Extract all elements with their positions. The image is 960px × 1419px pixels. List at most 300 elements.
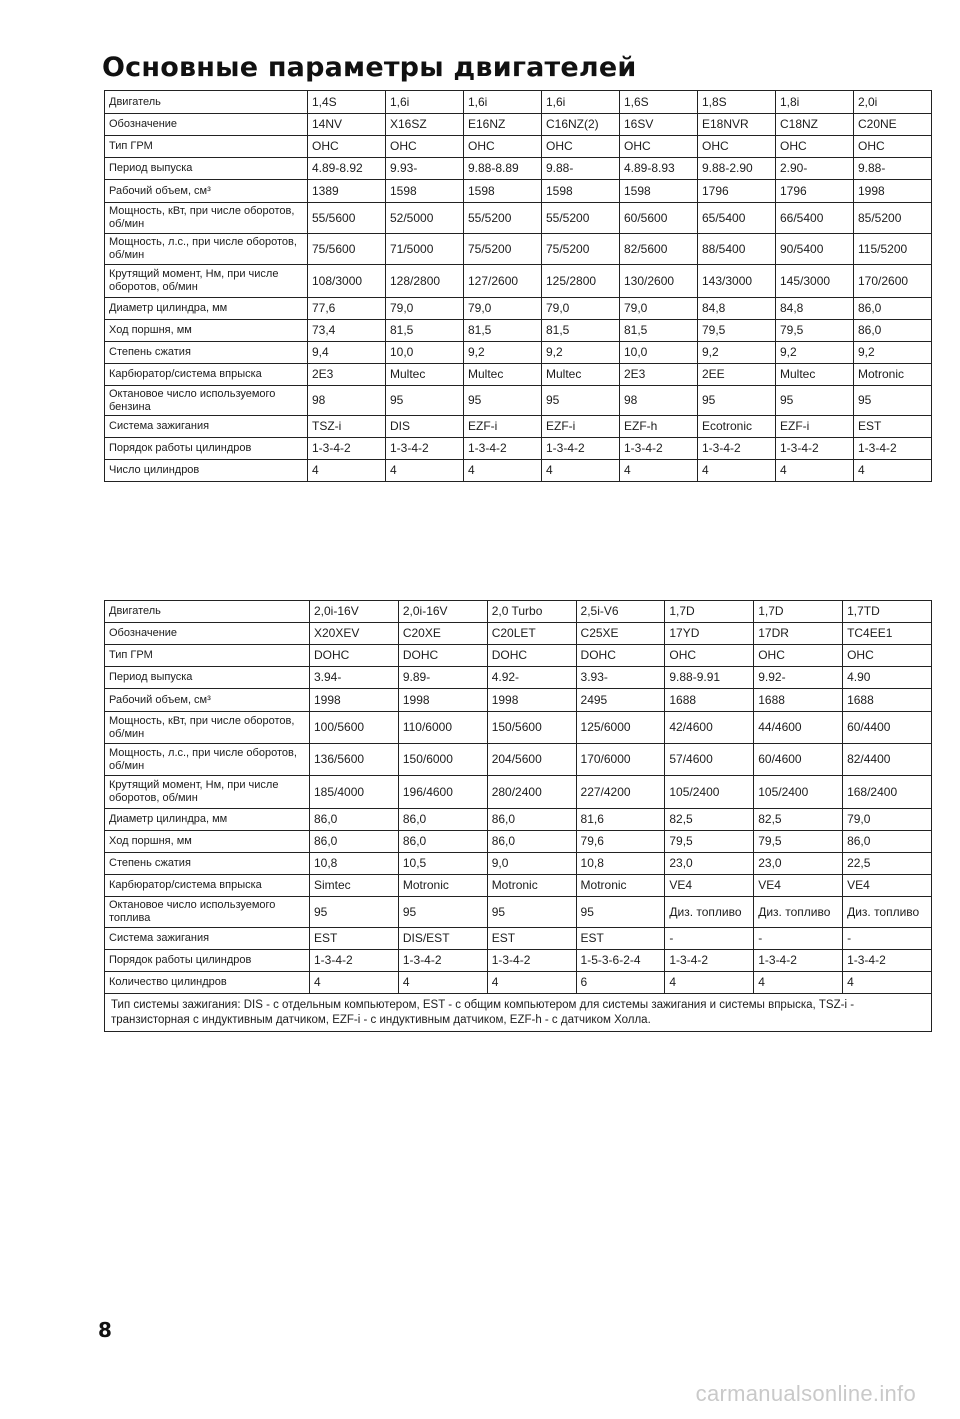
page-title: Основные параметры двигателей [102, 52, 637, 83]
table-cell: Motronic [398, 875, 487, 897]
table-cell: 81,6 [576, 809, 665, 831]
table-footnote-row [105, 994, 932, 1032]
table-cell: 86,0 [854, 298, 932, 320]
table-cell: Диз. топливо [665, 897, 754, 928]
table-cell: C20XE [398, 623, 487, 645]
table-cell: 170/2600 [854, 265, 932, 298]
row-label: Карбюратор/система впрыска [105, 875, 310, 897]
table-cell: 75/5200 [464, 234, 542, 265]
table-row [105, 342, 932, 364]
table-cell: 73,4 [308, 320, 386, 342]
table-cell: C25XE [576, 623, 665, 645]
table-cell: 4 [843, 972, 932, 994]
table-cell: Ecotronic [698, 416, 776, 438]
table-cell: 2,5i-V6 [576, 601, 665, 623]
table-row [105, 623, 932, 645]
table-cell: 1688 [843, 689, 932, 712]
table-cell: 86,0 [398, 809, 487, 831]
table-cell: 4 [665, 972, 754, 994]
table-cell: EZF-h [620, 416, 698, 438]
table-cell: 9.89- [398, 667, 487, 689]
row-label: Мощность, л.с., при числе оборотов, об/мин [105, 744, 310, 776]
table-cell: 9,2 [464, 342, 542, 364]
table-cell: 75/5600 [308, 234, 386, 265]
table-cell: C16NZ(2) [542, 114, 620, 136]
table-cell: 1,7TD [843, 601, 932, 623]
table-cell: Multec [464, 364, 542, 386]
table-cell: E18NVR [698, 114, 776, 136]
table-cell: Multec [386, 364, 464, 386]
table-cell: EST [576, 928, 665, 950]
table-cell: 1998 [487, 689, 576, 712]
table-row [105, 438, 932, 460]
table-cell: 95 [542, 386, 620, 416]
row-label: Число цилиндров [105, 460, 308, 482]
table-cell: 81,5 [620, 320, 698, 342]
table-cell: 9.88-8.89 [464, 158, 542, 180]
table-cell: 105/2400 [754, 776, 843, 809]
table-cell: 136/5600 [310, 744, 399, 776]
row-label: Порядок работы цилиндров [105, 438, 308, 460]
table-cell: 75/5200 [542, 234, 620, 265]
table-footnote: Тип системы зажигания: DIS - с отдельным компьютером, EST - с общим компьютером для системы зажигания и системы впрыска, TSZ-i - транзисторная с индуктивным датчиком, EZF-i - с индуктивным датчиком, EZF-h - с датчиком Холла. [105, 994, 932, 1032]
table-cell: 22,5 [843, 853, 932, 875]
engine-table-2 [104, 600, 932, 1032]
table-row [105, 950, 932, 972]
table-cell: 9.93- [386, 158, 464, 180]
engine-table-1 [104, 90, 932, 482]
table-cell: Диз. топливо [843, 897, 932, 928]
table-cell: 1-3-4-2 [698, 438, 776, 460]
table-cell: 4 [620, 460, 698, 482]
table-cell: DIS [386, 416, 464, 438]
page-number: 8 [98, 1318, 112, 1342]
table-cell: 86,0 [854, 320, 932, 342]
table-cell: Simtec [310, 875, 399, 897]
table-row [105, 897, 932, 928]
table-row [105, 875, 932, 897]
table-cell: 95 [776, 386, 854, 416]
table-cell: 16SV [620, 114, 698, 136]
table-cell: EST [487, 928, 576, 950]
table-cell: 4.90 [843, 667, 932, 689]
table-cell: 9.92- [754, 667, 843, 689]
table-cell: 10,8 [576, 853, 665, 875]
row-label: Ход поршня, мм [105, 831, 310, 853]
table-cell: C18NZ [776, 114, 854, 136]
table-cell: 14NV [308, 114, 386, 136]
table-cell: EZF-i [776, 416, 854, 438]
table-cell: 79,0 [386, 298, 464, 320]
row-label: Рабочий объем, см³ [105, 180, 308, 203]
row-label: Двигатель [105, 91, 308, 114]
table-cell: 1-3-4-2 [754, 950, 843, 972]
table-cell: 115/5200 [854, 234, 932, 265]
row-label: Карбюратор/система впрыска [105, 364, 308, 386]
table-cell: 4 [754, 972, 843, 994]
table-cell: 2E3 [620, 364, 698, 386]
table-cell: 1-3-4-2 [843, 950, 932, 972]
table-cell: 17YD [665, 623, 754, 645]
table-cell: DIS/EST [398, 928, 487, 950]
table-cell: 55/5600 [308, 203, 386, 234]
table-cell: 81,5 [464, 320, 542, 342]
table-cell: Motronic [576, 875, 665, 897]
table-row [105, 158, 932, 180]
table-cell: 1796 [776, 180, 854, 203]
table-cell: 57/4600 [665, 744, 754, 776]
table-cell: 100/5600 [310, 712, 399, 744]
row-label: Рабочий объем, см³ [105, 689, 310, 712]
table-cell: Multec [776, 364, 854, 386]
table-cell: EZF-i [542, 416, 620, 438]
table-cell: Диз. топливо [754, 897, 843, 928]
table-cell: 66/5400 [776, 203, 854, 234]
table-cell: 3.94- [310, 667, 399, 689]
table-cell: EST [310, 928, 399, 950]
table-cell: 1-3-4-2 [620, 438, 698, 460]
table-cell: 71/5000 [386, 234, 464, 265]
table-cell: 1-3-4-2 [398, 950, 487, 972]
row-label: Диаметр цилиндра, мм [105, 809, 310, 831]
table-cell: X20XEV [310, 623, 399, 645]
table-cell: 9,2 [698, 342, 776, 364]
table-row [105, 203, 932, 234]
row-label: Обозначение [105, 623, 310, 645]
table-row [105, 831, 932, 853]
table-cell: 4 [310, 972, 399, 994]
table-cell: 1,4S [308, 91, 386, 114]
table-cell: OHC [542, 136, 620, 158]
table-cell: 95 [464, 386, 542, 416]
table-cell: 3.93- [576, 667, 665, 689]
table-cell: 81,5 [542, 320, 620, 342]
table-cell: 1,6S [620, 91, 698, 114]
table-cell: OHC [698, 136, 776, 158]
table-cell: 4.89-8.93 [620, 158, 698, 180]
table-cell: 9.88-2.90 [698, 158, 776, 180]
table-row [105, 416, 932, 438]
table-cell: 4 [386, 460, 464, 482]
table-row [105, 136, 932, 158]
table-cell: 79,6 [576, 831, 665, 853]
table-row [105, 265, 932, 298]
table-cell: 1688 [754, 689, 843, 712]
table-cell: 1-3-4-2 [464, 438, 542, 460]
table-cell: 2E3 [308, 364, 386, 386]
table-cell: 1,8i [776, 91, 854, 114]
row-label: Мощность, л.с., при числе оборотов, об/мин [105, 234, 308, 265]
table-cell: 84,8 [776, 298, 854, 320]
table-row [105, 972, 932, 994]
table-cell: 1998 [310, 689, 399, 712]
table-cell: 1796 [698, 180, 776, 203]
table-cell: OHC [665, 645, 754, 667]
table-cell: 95 [854, 386, 932, 416]
table-cell: 23,0 [665, 853, 754, 875]
table-cell: 79,0 [620, 298, 698, 320]
table-cell: 60/4400 [843, 712, 932, 744]
table-cell: OHC [386, 136, 464, 158]
row-label: Тип ГРМ [105, 645, 310, 667]
table-cell: 86,0 [487, 831, 576, 853]
row-label: Период выпуска [105, 158, 308, 180]
table-cell: 2,0 Turbo [487, 601, 576, 623]
table-cell: 79,0 [464, 298, 542, 320]
table-cell: 150/6000 [398, 744, 487, 776]
row-label: Диаметр цилиндра, мм [105, 298, 308, 320]
table-cell: 9.88- [542, 158, 620, 180]
table-cell: 81,5 [386, 320, 464, 342]
table-cell: 95 [310, 897, 399, 928]
table-row [105, 298, 932, 320]
table-cell: 95 [398, 897, 487, 928]
table-cell: 82,5 [754, 809, 843, 831]
row-label: Система зажигания [105, 928, 310, 950]
table-cell: 79,0 [843, 809, 932, 831]
table-cell: 79,5 [665, 831, 754, 853]
row-label: Крутящий момент, Нм, при числе оборотов, об/мин [105, 776, 310, 809]
table-cell: 79,5 [776, 320, 854, 342]
table-cell: 150/5600 [487, 712, 576, 744]
table-cell: 4 [398, 972, 487, 994]
table-row [105, 645, 932, 667]
row-label: Степень сжатия [105, 853, 310, 875]
table-cell: 145/3000 [776, 265, 854, 298]
table-row [105, 114, 932, 136]
table-cell: 9.88- [854, 158, 932, 180]
table-cell: OHC [854, 136, 932, 158]
table-cell: TSZ-i [308, 416, 386, 438]
table-cell: 1,8S [698, 91, 776, 114]
table-cell: 128/2800 [386, 265, 464, 298]
table-cell: 1-3-4-2 [542, 438, 620, 460]
table-cell: 1-3-4-2 [776, 438, 854, 460]
table-cell: 82/5600 [620, 234, 698, 265]
table-cell: 95 [386, 386, 464, 416]
table-cell: 4 [308, 460, 386, 482]
table-cell: 125/2800 [542, 265, 620, 298]
table-cell: 170/6000 [576, 744, 665, 776]
table-cell: 77,6 [308, 298, 386, 320]
table-cell: 9,0 [487, 853, 576, 875]
table-cell: 85/5200 [854, 203, 932, 234]
table-cell: 52/5000 [386, 203, 464, 234]
table-cell: 130/2600 [620, 265, 698, 298]
table-cell: EST [854, 416, 932, 438]
table-cell: 55/5200 [542, 203, 620, 234]
row-label: Тип ГРМ [105, 136, 308, 158]
row-label: Период выпуска [105, 667, 310, 689]
table-cell: 79,5 [698, 320, 776, 342]
table-cell: 2495 [576, 689, 665, 712]
table-cell: Motronic [854, 364, 932, 386]
row-label: Крутящий момент, Нм, при числе оборотов, об/мин [105, 265, 308, 298]
table-cell: 90/5400 [776, 234, 854, 265]
table-cell: 6 [576, 972, 665, 994]
table-cell: 79,5 [754, 831, 843, 853]
table-cell: 1-5-3-6-2-4 [576, 950, 665, 972]
table-cell: 1389 [308, 180, 386, 203]
table-cell: 143/3000 [698, 265, 776, 298]
table-cell: 9,2 [776, 342, 854, 364]
table-cell: 65/5400 [698, 203, 776, 234]
table-cell: 88/5400 [698, 234, 776, 265]
table-cell: 1-3-4-2 [665, 950, 754, 972]
table-cell: TC4EE1 [843, 623, 932, 645]
table-cell: 17DR [754, 623, 843, 645]
table-cell: 10,8 [310, 853, 399, 875]
table-cell: 4 [487, 972, 576, 994]
table-cell: 168/2400 [843, 776, 932, 809]
table-cell: 42/4600 [665, 712, 754, 744]
row-label: Двигатель [105, 601, 310, 623]
table-cell: 95 [698, 386, 776, 416]
table-cell: 84,8 [698, 298, 776, 320]
table-cell: 23,0 [754, 853, 843, 875]
table-cell: 10,0 [620, 342, 698, 364]
table-cell: 98 [308, 386, 386, 416]
table-cell: 9.88-9.91 [665, 667, 754, 689]
table-cell: 1-3-4-2 [310, 950, 399, 972]
table-cell: 204/5600 [487, 744, 576, 776]
table-cell: 4 [854, 460, 932, 482]
table-cell: 1998 [398, 689, 487, 712]
table-cell: 86,0 [398, 831, 487, 853]
table-cell: 110/6000 [398, 712, 487, 744]
table-cell: 82,5 [665, 809, 754, 831]
table-cell: Motronic [487, 875, 576, 897]
table-cell: 9,2 [542, 342, 620, 364]
table-cell: 55/5200 [464, 203, 542, 234]
table-cell: 82/4400 [843, 744, 932, 776]
table-cell: 1598 [620, 180, 698, 203]
table-cell: - [843, 928, 932, 950]
table-cell: DOHC [398, 645, 487, 667]
table-cell: - [665, 928, 754, 950]
table-cell: 95 [576, 897, 665, 928]
table-cell: 1,6i [464, 91, 542, 114]
table-cell: OHC [843, 645, 932, 667]
table-cell: - [754, 928, 843, 950]
table-cell: 127/2600 [464, 265, 542, 298]
table-cell: 9,4 [308, 342, 386, 364]
row-label: Система зажигания [105, 416, 308, 438]
table-cell: 105/2400 [665, 776, 754, 809]
table-cell: E16NZ [464, 114, 542, 136]
table-cell: 1,6i [542, 91, 620, 114]
row-label: Октановое число используемого бензина [105, 386, 308, 416]
table-cell: OHC [464, 136, 542, 158]
table-cell: 4.89-8.92 [308, 158, 386, 180]
table-cell: 2.90- [776, 158, 854, 180]
table-row [105, 320, 932, 342]
table-cell: 1-3-4-2 [386, 438, 464, 460]
table-row [105, 91, 932, 114]
table-row [105, 689, 932, 712]
table-cell: VE4 [665, 875, 754, 897]
table-cell: EZF-i [464, 416, 542, 438]
table-row [105, 460, 932, 482]
table-cell: 1598 [464, 180, 542, 203]
table-cell: 95 [487, 897, 576, 928]
row-label: Обозначение [105, 114, 308, 136]
table-cell: 227/4200 [576, 776, 665, 809]
table-cell: VE4 [843, 875, 932, 897]
table-cell: 108/3000 [308, 265, 386, 298]
table-row [105, 928, 932, 950]
table-cell: 185/4000 [310, 776, 399, 809]
row-label: Октановое число используемого топлива [105, 897, 310, 928]
table-row [105, 776, 932, 809]
table-cell: 98 [620, 386, 698, 416]
table-cell: 1-3-4-2 [854, 438, 932, 460]
watermark: carmanualsonline.info [695, 1381, 916, 1406]
table-cell: 4 [464, 460, 542, 482]
table-cell: 4 [698, 460, 776, 482]
table-cell: 10,5 [398, 853, 487, 875]
table-row [105, 234, 932, 265]
table-cell: DOHC [487, 645, 576, 667]
table-cell: 79,0 [542, 298, 620, 320]
table-cell: 1,7D [665, 601, 754, 623]
table-cell: 196/4600 [398, 776, 487, 809]
table-cell: 86,0 [310, 809, 399, 831]
table-cell: 1998 [854, 180, 932, 203]
table-cell: 4 [776, 460, 854, 482]
table-cell: 4.92- [487, 667, 576, 689]
table-cell: 280/2400 [487, 776, 576, 809]
row-label: Степень сжатия [105, 342, 308, 364]
table-cell: 2,0i-16V [398, 601, 487, 623]
table-row [105, 853, 932, 875]
table-cell: 125/6000 [576, 712, 665, 744]
table-row [105, 180, 932, 203]
table-row [105, 712, 932, 744]
table-cell: 1688 [665, 689, 754, 712]
table-row [105, 809, 932, 831]
row-label: Количество цилиндров [105, 972, 310, 994]
table-cell: Multec [542, 364, 620, 386]
table-cell: 1,6i [386, 91, 464, 114]
table-cell: 10,0 [386, 342, 464, 364]
table-cell: DOHC [310, 645, 399, 667]
table-cell: 9,2 [854, 342, 932, 364]
table-row [105, 386, 932, 416]
table-cell: DOHC [576, 645, 665, 667]
table-cell: 60/4600 [754, 744, 843, 776]
row-label: Порядок работы цилиндров [105, 950, 310, 972]
table-cell: 1-3-4-2 [487, 950, 576, 972]
table-cell: OHC [308, 136, 386, 158]
row-label: Мощность, кВт, при числе оборотов, об/мин [105, 712, 310, 744]
table-cell: 2,0i-16V [310, 601, 399, 623]
table-cell: 1-3-4-2 [308, 438, 386, 460]
table-cell: 86,0 [487, 809, 576, 831]
table-cell: 86,0 [843, 831, 932, 853]
table-cell: 60/5600 [620, 203, 698, 234]
table-cell: OHC [776, 136, 854, 158]
table-cell: 1598 [542, 180, 620, 203]
table-cell: C20NE [854, 114, 932, 136]
table-cell: 4 [542, 460, 620, 482]
table-row [105, 667, 932, 689]
table-cell: 1598 [386, 180, 464, 203]
table-cell: 44/4600 [754, 712, 843, 744]
table-cell: 2EE [698, 364, 776, 386]
row-label: Ход поршня, мм [105, 320, 308, 342]
table-cell: 1,7D [754, 601, 843, 623]
